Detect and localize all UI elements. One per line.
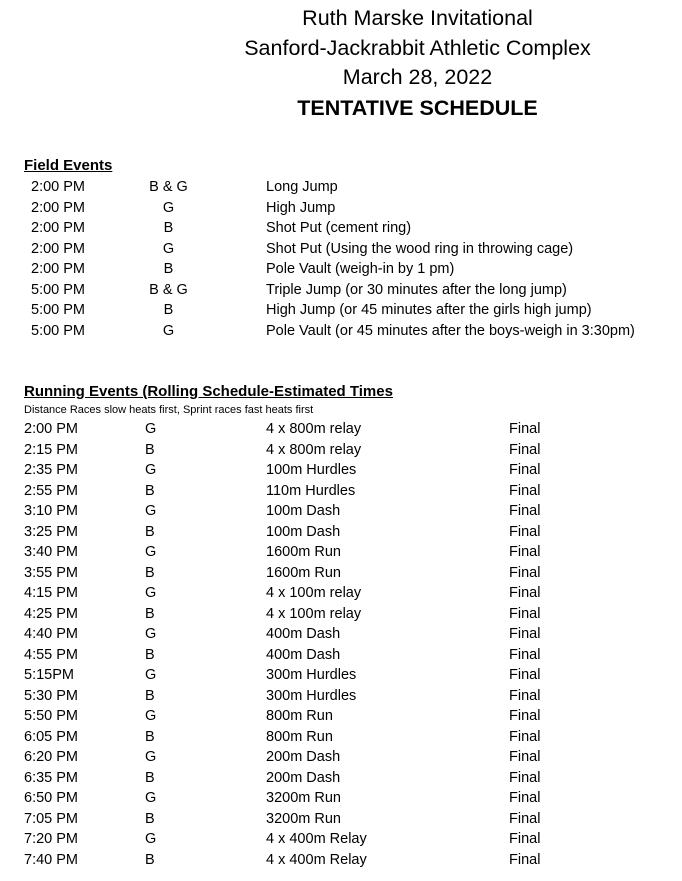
event-name: High Jump (or 45 minutes after the girls high jump) [266, 302, 592, 318]
schedule-row [0, 809, 682, 830]
event-time: 2:35 PM [24, 462, 78, 478]
event-gender: B [145, 564, 155, 581]
event-name: 100m Hurdles [266, 462, 357, 478]
event-gender: G [145, 708, 157, 724]
event-round: Final [509, 646, 541, 663]
schedule-row [0, 218, 682, 239]
event-gender: G [145, 667, 157, 683]
event-time: 2:00 PM [31, 220, 85, 236]
meet-name: Ruth Marske Invitational [302, 6, 533, 30]
field-events-title: Field Events [24, 157, 113, 174]
event-time: 7:20 PM [24, 831, 78, 847]
event-time: 6:05 PM [24, 728, 78, 745]
event-name: Triple Jump (or 30 minutes after the long jump) [266, 281, 567, 298]
event-name: Shot Put (Using the wood ring in throwing cage) [266, 240, 574, 257]
schedule-row [0, 419, 682, 440]
schedule-row [0, 665, 682, 686]
event-round: Final [509, 810, 541, 827]
event-round: Final [509, 441, 541, 458]
event-name: 3200m Run [266, 790, 341, 806]
event-name: 4 x 400m Relay [266, 851, 367, 868]
schedule-row [0, 727, 682, 748]
event-gender: G [145, 831, 157, 847]
event-name: 4 x 800m relay [266, 441, 362, 458]
event-time: 3:25 PM [24, 523, 78, 540]
event-gender: G [145, 585, 157, 601]
event-name: 4 x 100m relay [266, 585, 362, 601]
event-gender: G [162, 240, 175, 257]
event-round: Final [509, 749, 541, 765]
event-time: 5:15PM [24, 667, 74, 683]
event-name: 110m Hurdles [266, 482, 356, 499]
event-name: 200m Dash [266, 769, 341, 786]
schedule-row [0, 645, 682, 666]
event-round: Final [509, 462, 541, 478]
schedule-row [0, 300, 682, 321]
event-time: 6:35 PM [24, 769, 78, 786]
event-name: 400m Dash [266, 646, 341, 663]
schedule-row [0, 481, 682, 502]
event-name: Pole Vault (weigh-in by 1 pm) [266, 261, 455, 277]
event-gender: G [145, 421, 157, 437]
event-name: 800m Run [266, 708, 333, 724]
schedule-row [0, 604, 682, 625]
event-time: 2:55 PM [24, 482, 78, 499]
event-time: 3:40 PM [24, 544, 78, 560]
event-time: 5:50 PM [24, 708, 78, 724]
event-name: 100m Dash [266, 503, 341, 519]
event-time: 2:00 PM [31, 261, 85, 277]
event-round: Final [509, 667, 541, 683]
event-time: 4:25 PM [24, 605, 78, 622]
event-round: Final [509, 851, 541, 868]
event-round: Final [509, 605, 541, 622]
schedule-row [0, 850, 682, 871]
event-name: 4 x 800m relay [266, 421, 362, 437]
event-round: Final [509, 421, 541, 437]
schedule-row [0, 686, 682, 707]
event-round: Final [509, 728, 541, 745]
schedule-row [0, 259, 682, 280]
event-time: 2:00 PM [31, 179, 85, 195]
schedule-row [0, 501, 682, 522]
schedule-row [0, 706, 682, 727]
event-round: Final [509, 482, 541, 499]
event-name: 3200m Run [266, 810, 341, 827]
schedule-row [0, 177, 682, 198]
event-round: Final [509, 544, 541, 560]
event-round: Final [509, 585, 541, 601]
event-gender: B [145, 810, 155, 827]
event-name: 300m Hurdles [266, 687, 357, 704]
schedule-row [0, 768, 682, 789]
event-gender: G [145, 626, 157, 642]
event-time: 7:05 PM [24, 810, 78, 827]
event-round: Final [509, 790, 541, 806]
schedule-row [0, 198, 682, 219]
event-name: 300m Hurdles [266, 667, 357, 683]
event-gender: B [145, 482, 155, 499]
event-round: Final [509, 564, 541, 581]
schedule-row [0, 460, 682, 481]
event-name: Long Jump [266, 179, 338, 195]
event-time: 2:00 PM [31, 199, 85, 216]
event-gender: B [163, 220, 174, 236]
event-gender: B [145, 728, 155, 745]
running-events-list [0, 419, 682, 870]
event-gender: B [145, 769, 155, 786]
event-name: 200m Dash [266, 749, 341, 765]
event-time: 5:00 PM [31, 302, 85, 318]
field-events-list [0, 177, 682, 341]
event-gender: B & G [149, 281, 188, 298]
schedule-row [0, 321, 682, 342]
running-events-title: Running Events (Rolling Schedule-Estimated Times [24, 383, 393, 400]
event-name: 4 x 100m relay [266, 605, 362, 622]
schedule-row [0, 624, 682, 645]
document-header [0, 4, 682, 123]
event-time: 4:40 PM [24, 626, 78, 642]
event-name: 4 x 400m Relay [266, 831, 367, 847]
schedule-row [0, 747, 682, 768]
event-gender: G [145, 544, 157, 560]
event-gender: G [145, 503, 157, 519]
event-gender: B & G [149, 179, 188, 195]
event-time: 5:00 PM [31, 322, 85, 339]
schedule-row [0, 563, 682, 584]
event-time: 3:55 PM [24, 564, 78, 581]
event-time: 3:10 PM [24, 503, 78, 519]
event-name: High Jump [266, 199, 336, 216]
event-name: 100m Dash [266, 523, 341, 540]
event-name: Pole Vault (or 45 minutes after the boys-weigh in 3:30pm) [266, 322, 635, 339]
event-round: Final [509, 503, 541, 519]
event-name: 800m Run [266, 728, 333, 745]
schedule-row [0, 788, 682, 809]
event-time: 6:50 PM [24, 790, 78, 806]
schedule-row [0, 542, 682, 563]
event-time: 2:00 PM [24, 421, 78, 437]
event-round: Final [509, 523, 541, 540]
event-time: 5:30 PM [24, 687, 78, 704]
event-name: 1600m Run [266, 564, 341, 581]
event-gender: B [145, 646, 155, 663]
schedule-row [0, 280, 682, 301]
schedule-row [0, 583, 682, 604]
event-gender: B [145, 851, 155, 868]
event-round: Final [509, 769, 541, 786]
schedule-row [0, 440, 682, 461]
event-gender: B [145, 605, 155, 622]
event-gender: G [162, 199, 175, 216]
event-time: 7:40 PM [24, 851, 78, 868]
event-round: Final [509, 831, 541, 847]
venue-name: Sanford-Jackrabbit Athletic Complex [244, 35, 591, 60]
event-time: 4:55 PM [24, 646, 78, 663]
event-round: Final [509, 708, 541, 724]
event-time: 6:20 PM [24, 749, 78, 765]
running-events-note: Distance Races slow heats first, Sprint races fast heats first [24, 404, 314, 416]
event-gender: G [162, 322, 175, 339]
event-gender: B [145, 687, 155, 704]
event-name: 1600m Run [266, 544, 341, 560]
event-round: Final [509, 687, 541, 704]
schedule-row [0, 522, 682, 543]
event-name: 400m Dash [266, 626, 341, 642]
event-time: 2:00 PM [31, 240, 85, 257]
event-gender: G [145, 790, 157, 806]
schedule-row [0, 239, 682, 260]
event-gender: B [145, 523, 155, 540]
event-round: Final [509, 626, 541, 642]
schedule-row [0, 829, 682, 850]
event-gender: B [163, 261, 174, 277]
event-gender: G [145, 462, 157, 478]
event-time: 2:15 PM [24, 441, 78, 458]
event-time: 4:15 PM [24, 585, 78, 601]
event-time: 5:00 PM [31, 281, 85, 298]
event-gender: B [163, 302, 174, 318]
event-gender: G [145, 749, 157, 765]
event-name: Shot Put (cement ring) [266, 220, 412, 236]
event-gender: B [145, 441, 155, 458]
schedule-title: TENTATIVE SCHEDULE [297, 95, 538, 120]
meet-date: March 28, 2022 [342, 65, 493, 89]
